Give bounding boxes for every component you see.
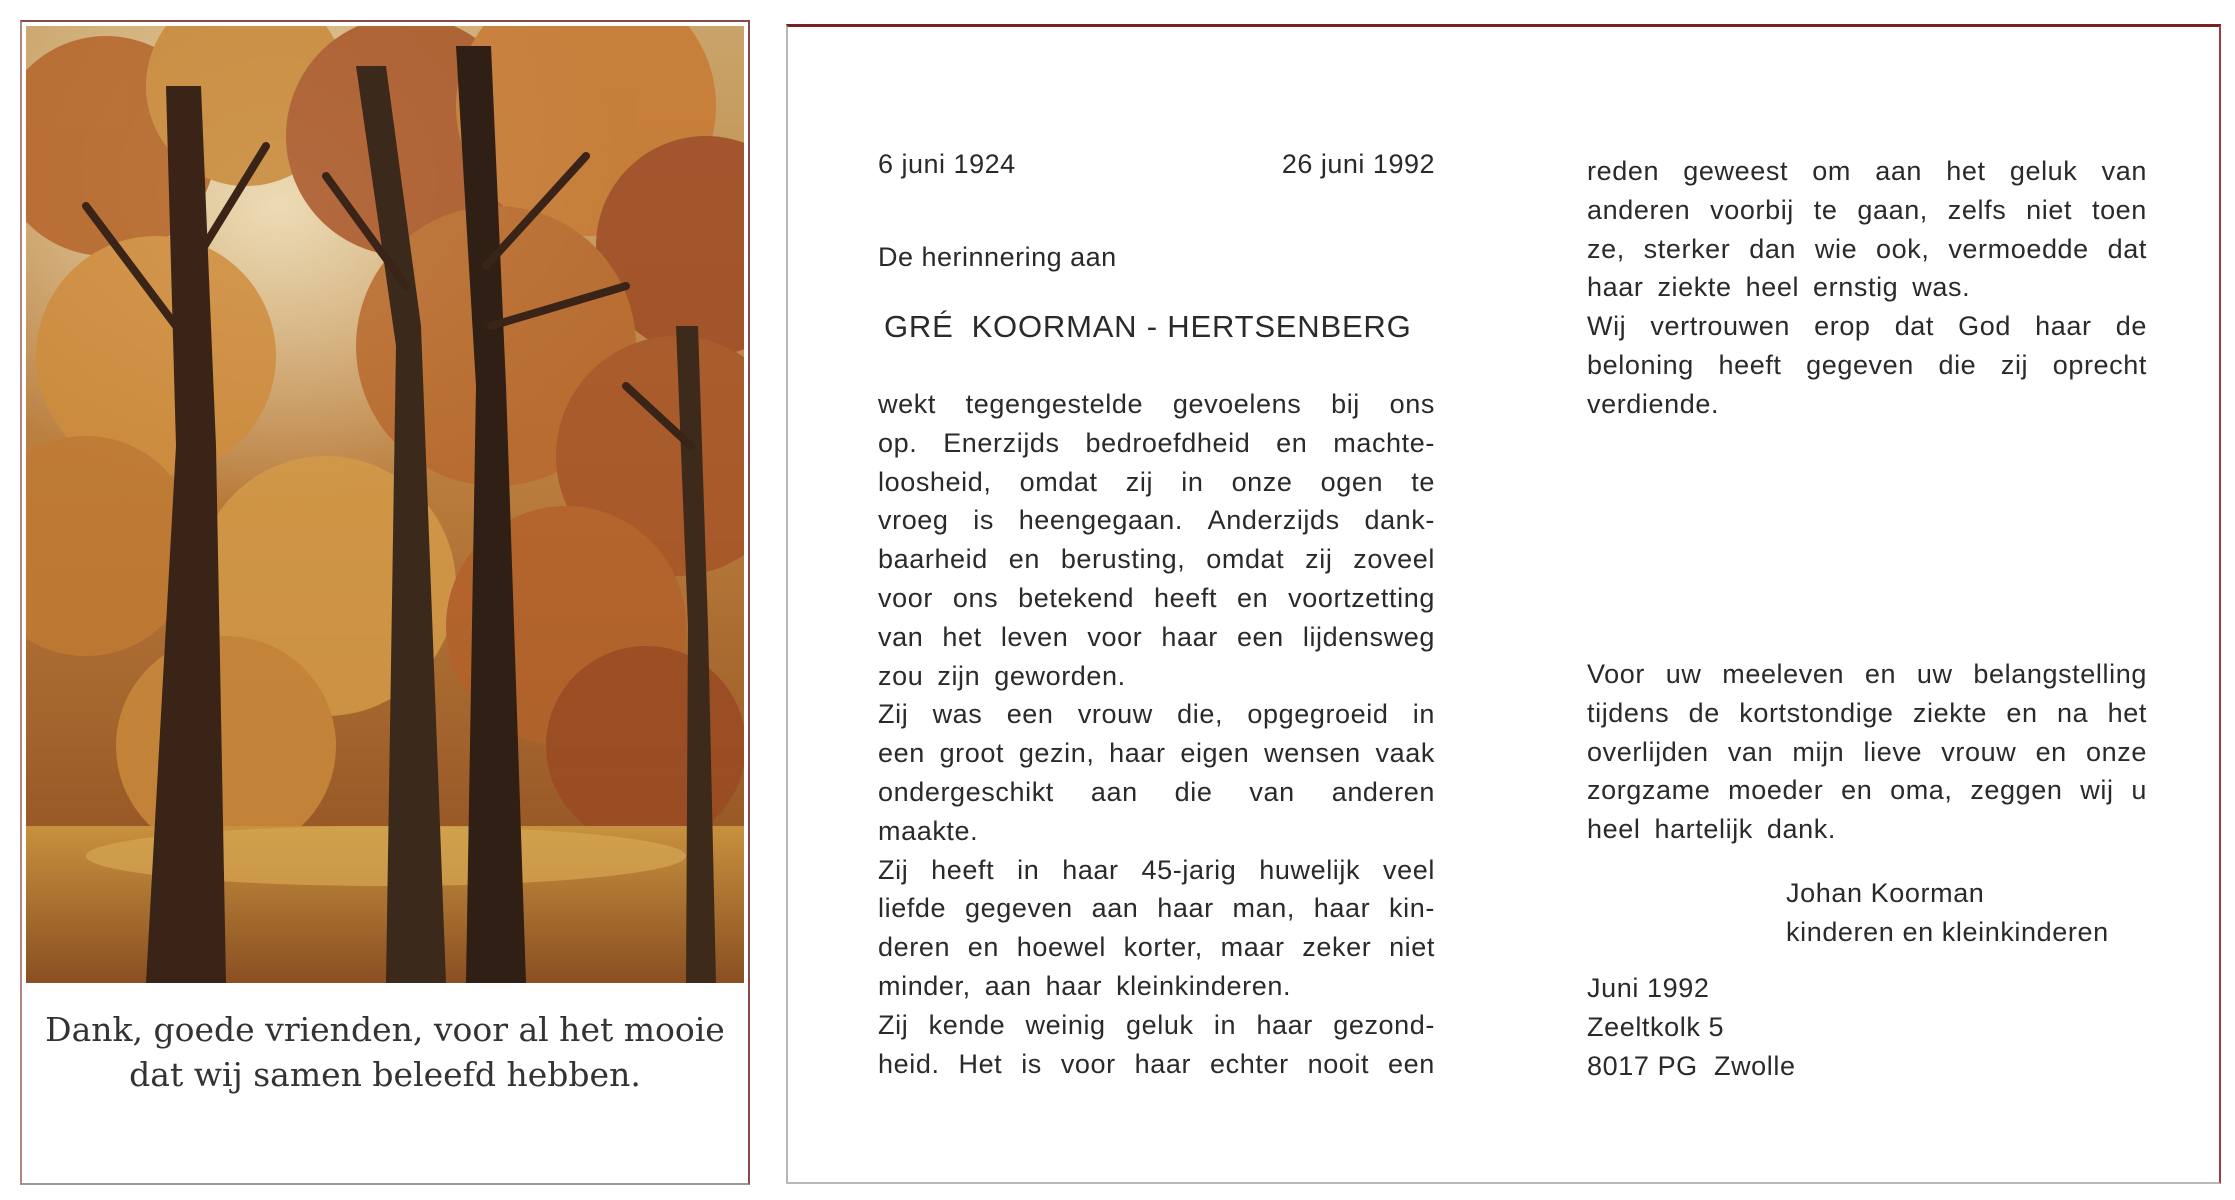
memorial-text-line: voor ons betekend heeft en voortzetting [878,582,1435,613]
death-date: 26 juni 1992 [1281,149,1435,179]
memorial-text-line: een groot gezin, haar eigen wensen vaak [878,738,1435,769]
memorial-text-line: deren en hoewel korter, maar zeker niet [878,932,1435,963]
signature [1786,874,2109,952]
memorial-text-line: op. Enerzijds bedroefdheid en machte- [878,427,1435,458]
memorial-text-line: verdiende. [1587,388,1720,419]
address-block [1587,969,1796,1086]
intro-text: De herinnering aan [878,242,1117,272]
thanks-quote [22,1007,748,1097]
quote-line-2: dat wij samen beleefd hebben. [129,1055,641,1094]
memorial-text-line: Wij vertrouwen erop dat God haar de [1587,311,2147,342]
life-dates [878,149,1435,180]
memorial-text-line: ze, sterker dan wie ook, vermoedde dat [1587,233,2147,264]
name-last: KOORMAN - HERTSENBERG [971,309,1412,344]
memorial-text-line: van het leven voor haar een lijdensweg [878,621,1435,652]
memorial-text-line: zou zijn geworden. [878,660,1126,691]
signature-family: kinderen en kleinkinderen [1786,916,2109,947]
signature-name: Johan Koorman [1786,878,1985,908]
thanks-text-line: overlijden van mijn lieve vrouw en onze [1587,736,2147,767]
memorial-text-line: reden geweest om aan het geluk van [1587,156,2147,186]
left-card [20,20,750,1185]
thanks-text-line: tijdens de kortstondige ziekte en na het [1587,697,2147,728]
memorial-text-line: Zij kende weinig geluk in haar gezond- [878,1009,1435,1040]
memorial-text-line: minder, aan haar kleinkinderen. [878,970,1292,1001]
memorial-text-line: vroeg is heengegaan. Anderzijds dank- [878,505,1435,536]
memorial-text-line: anderen voorbij te gaan, zelfs niet toen [1587,194,2147,225]
text-column-1 [878,385,1435,1083]
memorial-text-line: Zij heeft in haar 45-jarig huwelijk veel [878,854,1435,885]
deceased-name [884,309,1430,345]
autumn-forest-photo [26,26,744,983]
memorial-text-line: beloning heeft gegeven die zij oprecht [1587,349,2147,380]
right-card [786,24,2221,1184]
memorial-text-line: baarheid en berusting, omdat zij zoveel [878,544,1435,575]
street: Zeeltkolk 5 [1587,1012,1725,1042]
memorial-text-line: maakte. [878,815,979,846]
birth-date: 6 juni 1924 [878,149,1016,179]
thanks-text-line: Voor uw meeleven en uw belangstelling [1587,659,2147,689]
memorial-text-line: ondergeschikt aan die van anderen [878,776,1435,807]
date-line: Juni 1992 [1587,973,1710,1003]
memorial-text-line: loosheid, omdat zij in onze ogen te [878,466,1435,497]
memorial-text-line: Zij was een vrouw die, opgegroeid in [878,699,1435,730]
thanks-text-line: heel hartelijk dank. [1587,814,1836,845]
thanks-paragraph [1587,655,2147,849]
quote-line-1: Dank, goede vrienden, voor al het mooie [45,1010,725,1049]
text-column-2 [1587,152,2147,424]
postcode-city: 8017 PG Zwolle [1587,1051,1796,1081]
memorial-text-line: liefde gegeven aan haar man, haar kin- [878,893,1435,924]
name-first: GRÉ [884,309,954,344]
thanks-text-line: zorgzame moeder en oma, zeggen wij u [1587,775,2147,806]
memorial-text-line: haar ziekte heel ernstig was. [1587,272,1971,303]
memorial-text-line: wekt tegengestelde gevoelens bij ons [878,389,1435,419]
memorial-text-line: heid. Het is voor haar echter nooit een [878,1048,1435,1079]
